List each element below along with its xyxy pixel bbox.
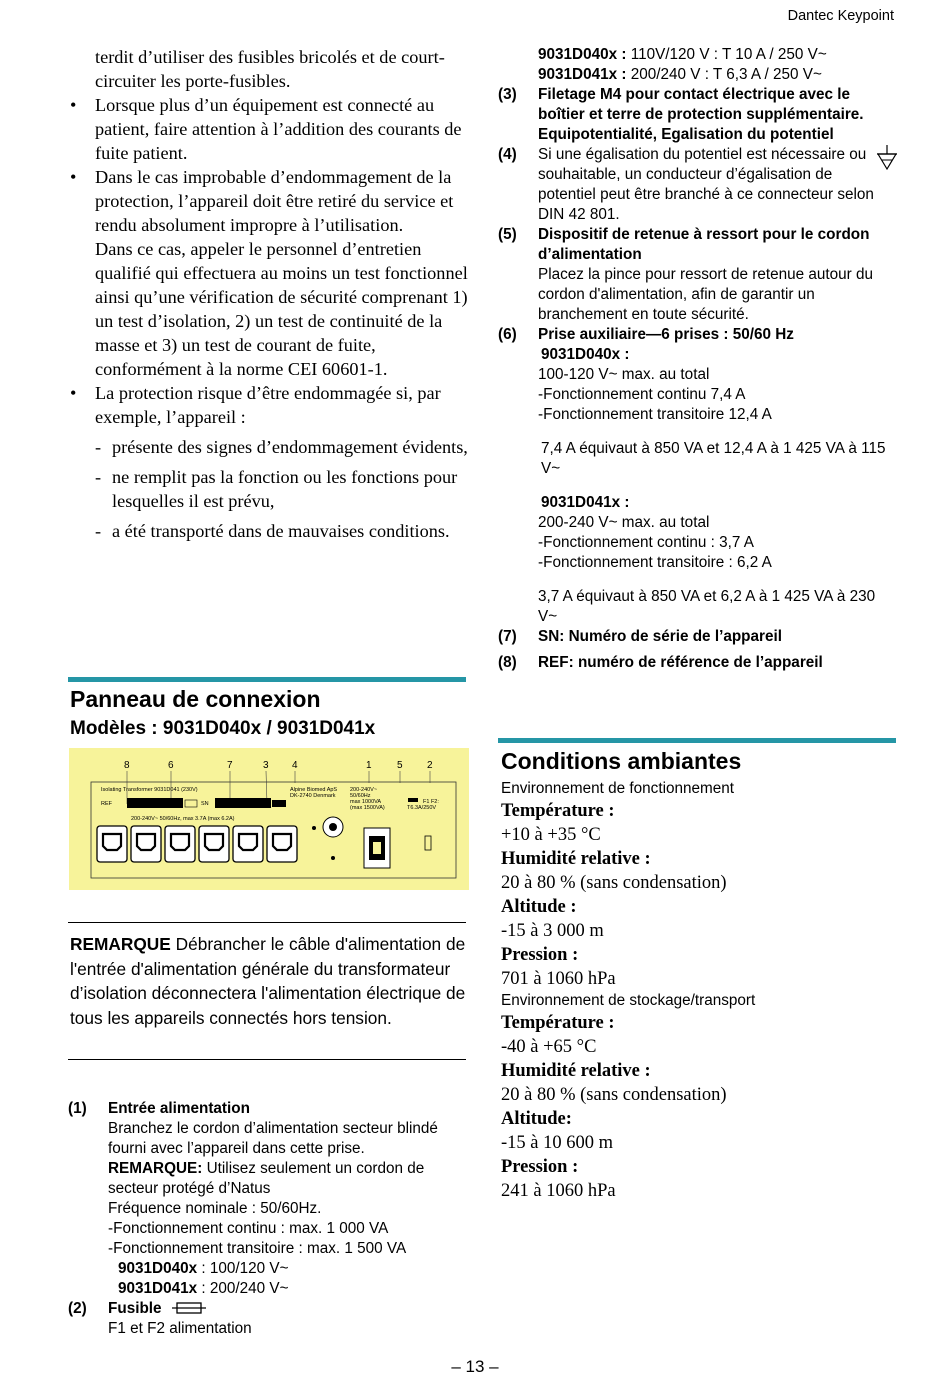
item-remark xyxy=(108,1159,470,1199)
callout-8: 8 xyxy=(124,760,130,771)
item-model-1 xyxy=(108,1259,470,1279)
legend-item-8 xyxy=(498,653,898,673)
env-title: Environnement de stockage/transport xyxy=(501,992,756,1009)
legend-item-2 xyxy=(68,1299,470,1339)
model-label: 9031D040x xyxy=(118,1260,198,1277)
ref-label: REF xyxy=(101,801,112,807)
legend-items-left xyxy=(68,1099,470,1339)
condition-value: 20 à 80 % (sans condensation) xyxy=(501,873,727,893)
callout-3: 3 xyxy=(263,760,269,771)
item-title: REF: numéro de référence de l’appareil xyxy=(538,654,823,671)
legend-item-1 xyxy=(68,1099,470,1299)
safety-text xyxy=(70,45,470,543)
legend-items-right xyxy=(498,45,898,673)
condition-label: Altitude: xyxy=(501,1109,572,1129)
maker-name: Alpine Biomed ApS xyxy=(290,787,338,793)
callout-5: 5 xyxy=(397,760,403,771)
rating-frequency: 50/60Hz xyxy=(350,793,371,799)
intro-text: terdit d’utiliser des fusibles bricolés et de court-circuiter les porte-fusibles. xyxy=(95,47,445,91)
rating-peak: (max 1500VA) xyxy=(350,805,385,811)
callout-6: 6 xyxy=(168,760,174,771)
item-number: (6) xyxy=(498,326,517,343)
sn-label-box xyxy=(215,798,271,808)
fuse-icon xyxy=(408,798,418,802)
condition-value: +10 à +35 °C xyxy=(501,825,601,845)
item-title: Entrée alimentation xyxy=(108,1100,250,1117)
model-line: -Fonctionnement transitoire : 6,2 A xyxy=(538,554,772,571)
item-remark-label: REMARQUE: xyxy=(108,1160,203,1177)
section-rule xyxy=(68,677,466,682)
model-value: : 100/120 V~ xyxy=(197,1260,289,1277)
spring-clip-anchor xyxy=(331,856,335,860)
legend-item-7 xyxy=(498,627,898,647)
item-remark-text: Utilisez seulement un cordon de secteur protégé d’Natus xyxy=(108,1160,425,1197)
item-title: Dispositif de retenue à ressort pour le cordon d’alimentation xyxy=(538,226,870,263)
condition-label: Humidité relative : xyxy=(501,849,651,869)
section-subheading: Modèles : 9031D040x / 9031D041x xyxy=(70,718,376,739)
conditions-list xyxy=(501,779,896,1203)
dash-item: - présente des signes d’endommagement évidents, xyxy=(70,435,470,459)
bullet-item: • Lorsque plus d’un équipement est connecté au patient, faire attention à l’addition des courants de fuite patient. xyxy=(70,93,470,165)
item-title: Prise auxiliaire—6 prises : 50/60 Hz xyxy=(538,326,794,343)
model-label: 9031D040x : xyxy=(541,346,630,363)
model-line: 200-240 V~ max. au total xyxy=(538,514,710,531)
condition-label: Altitude : xyxy=(501,897,577,917)
model-value: : 200/240 V~ xyxy=(197,1280,289,1297)
page-number: – 13 – xyxy=(451,1357,499,1376)
condition-label: Pression : xyxy=(501,945,579,965)
model-label: 9031D040x : xyxy=(538,46,627,63)
model-line: 100-120 V~ max. au total xyxy=(538,366,710,383)
model-note: 3,7 A équivaut à 850 VA et 6,2 A à 1 425 VA à 230 V~ xyxy=(538,588,876,625)
item-desc: Si une égalisation du potentiel est nécessaire ou souhaitable, un conducteur d’égalisation de potentiel peut être branché à ce connecteur selon DIN 42 801. xyxy=(538,146,874,223)
item-number: (1) xyxy=(68,1100,87,1117)
item-number: (8) xyxy=(498,654,517,671)
item-title: Fusible xyxy=(108,1300,162,1317)
condition-label: Température : xyxy=(501,1013,615,1033)
section-heading: Panneau de connexion xyxy=(70,686,321,712)
callout-4: 4 xyxy=(292,760,298,771)
ref-label-box xyxy=(127,798,183,808)
rating-power: max 1000VA xyxy=(350,799,382,805)
legend-item-5 xyxy=(498,225,898,325)
item-number: (4) xyxy=(498,146,517,163)
condition-value: 701 à 1060 hPa xyxy=(501,969,616,989)
model-value: 110V/120 V : T 10 A / 250 V~ xyxy=(626,46,827,63)
item-frequency: Fréquence nominale : 50/60Hz. xyxy=(108,1200,322,1217)
remark-text: Débrancher le câble d'alimentation de l'entrée d'alimentation générale du transformateur d’isolation déconnectera l'alimentation électrique de tous les appareils connectés hors tension. xyxy=(70,934,466,1028)
fuse-label: F1 F2: xyxy=(423,799,439,805)
item-subtitle: Equipotentialité, Egalisation du potentiel xyxy=(538,126,834,143)
model-label: 9031D041x : xyxy=(541,494,630,511)
model-value: 200/240 V : T 6,3 A / 250 V~ xyxy=(626,66,822,83)
running-header: Dantec Keypoint xyxy=(787,8,894,24)
condition-value: -15 à 3 000 m xyxy=(501,921,604,941)
condition-value: -40 à +65 °C xyxy=(501,1037,597,1057)
item-desc: Branchez le cordon d’alimentation secteur blindé fourni avec l’appareil dans cette prise. xyxy=(108,1120,438,1157)
legend-item-4 xyxy=(498,145,892,225)
model-label: 9031D041x xyxy=(118,1280,198,1297)
rating-voltage: 200-240V~ xyxy=(350,787,378,793)
condition-value: 20 à 80 % (sans condensation) xyxy=(501,1085,727,1105)
remark-rule-bottom xyxy=(68,1059,466,1060)
model-line: -Fonctionnement continu : 3,7 A xyxy=(538,534,754,551)
bullet-item: • Dans le cas improbable d’endommagement de la protection, l’appareil doit être retiré du service et rendu absolument impropre à l’utilisation. xyxy=(70,165,470,237)
condition-label: Température : xyxy=(501,801,615,821)
maker-country: DK-2740 Denmark xyxy=(290,793,336,799)
item-title: SN: Numéro de série de l’appareil xyxy=(538,628,782,645)
remark-box xyxy=(70,932,466,1030)
model-line: -Fonctionnement transitoire 12,4 A xyxy=(538,406,772,423)
item-number: (3) xyxy=(498,86,517,103)
condition-label: Humidité relative : xyxy=(501,1061,651,1081)
dash-item: - a été transporté dans de mauvaises conditions. xyxy=(70,519,470,543)
remark-rule-top xyxy=(68,922,466,923)
item-model-2 xyxy=(108,1279,470,1299)
env-title: Environnement de fonctionnement xyxy=(501,780,735,797)
item-transient: -Fonctionnement transitoire : max. 1 500 VA xyxy=(108,1240,407,1257)
sn-label: SN xyxy=(201,801,209,807)
callout-1: 1 xyxy=(366,760,372,771)
section-rule xyxy=(498,738,896,743)
outlet-rating: 200-240V~ 50/60Hz, max 3.7A (max 6.2A) xyxy=(131,816,235,822)
fuse-rating: T6.3A/250V xyxy=(407,805,437,811)
callout-2: 2 xyxy=(427,760,433,771)
item-desc: F1 et F2 alimentation xyxy=(108,1320,252,1337)
condition-value: -15 à 10 600 m xyxy=(501,1133,614,1153)
item-number: (2) xyxy=(68,1300,87,1317)
bullet-continuation: Dans ce cas, appeler le personnel d’entretien qualifié qui effectuera au moins un test fonctionnel ainsi qu’une vérification de sécurité comprenant 1) un test d’isolation, 2) un test de continuité de la masse et 3) un test de courant de fuite, conformément à la norme CEI 60601-1. xyxy=(95,239,468,379)
dash-item: - ne remplit pas la fonction ou les fonctions pour lesquelles il est prévu, xyxy=(70,465,470,513)
bullet-item: • La protection risque d’être endommagée si, par exemple, l’appareil : xyxy=(70,381,470,429)
condition-label: Pression : xyxy=(501,1157,579,1177)
model-label: 9031D041x : xyxy=(538,66,627,83)
model-line: -Fonctionnement continu 7,4 A xyxy=(538,386,746,403)
model-note: 7,4 A équivaut à 850 VA et 12,4 A à 1 425 VA à 115 V~ xyxy=(541,440,886,477)
item-desc: Placez la pince pour ressort de retenue autour du cordon d'alimentation, afin de garantir un branchement en toute sécurité. xyxy=(538,266,874,323)
fuse-icon xyxy=(172,1301,206,1315)
section-heading: Conditions ambiantes xyxy=(501,748,742,774)
fuse-model-2 xyxy=(498,65,898,85)
transformer-title: Isolating Transformer 9031D041 (230V) xyxy=(101,787,198,793)
condition-value: 241 à 1060 hPa xyxy=(501,1181,616,1201)
item-number: (5) xyxy=(498,226,517,243)
manufacturer-icon xyxy=(272,800,286,807)
legend-item-6 xyxy=(498,325,898,627)
callout-7: 7 xyxy=(227,760,233,771)
m4-stud xyxy=(312,826,316,830)
item-number: (7) xyxy=(498,628,517,645)
item-title: Filetage M4 pour contact électrique avec le boîtier et terre de protection supplémentaire. xyxy=(538,86,864,123)
connection-panel-diagram xyxy=(69,748,469,890)
legend-item-3 xyxy=(498,85,872,145)
remark-label: REMARQUE xyxy=(70,934,171,954)
item-continuous: -Fonctionnement continu : max. 1 000 VA xyxy=(108,1220,389,1237)
fuse-model-1 xyxy=(498,45,898,65)
